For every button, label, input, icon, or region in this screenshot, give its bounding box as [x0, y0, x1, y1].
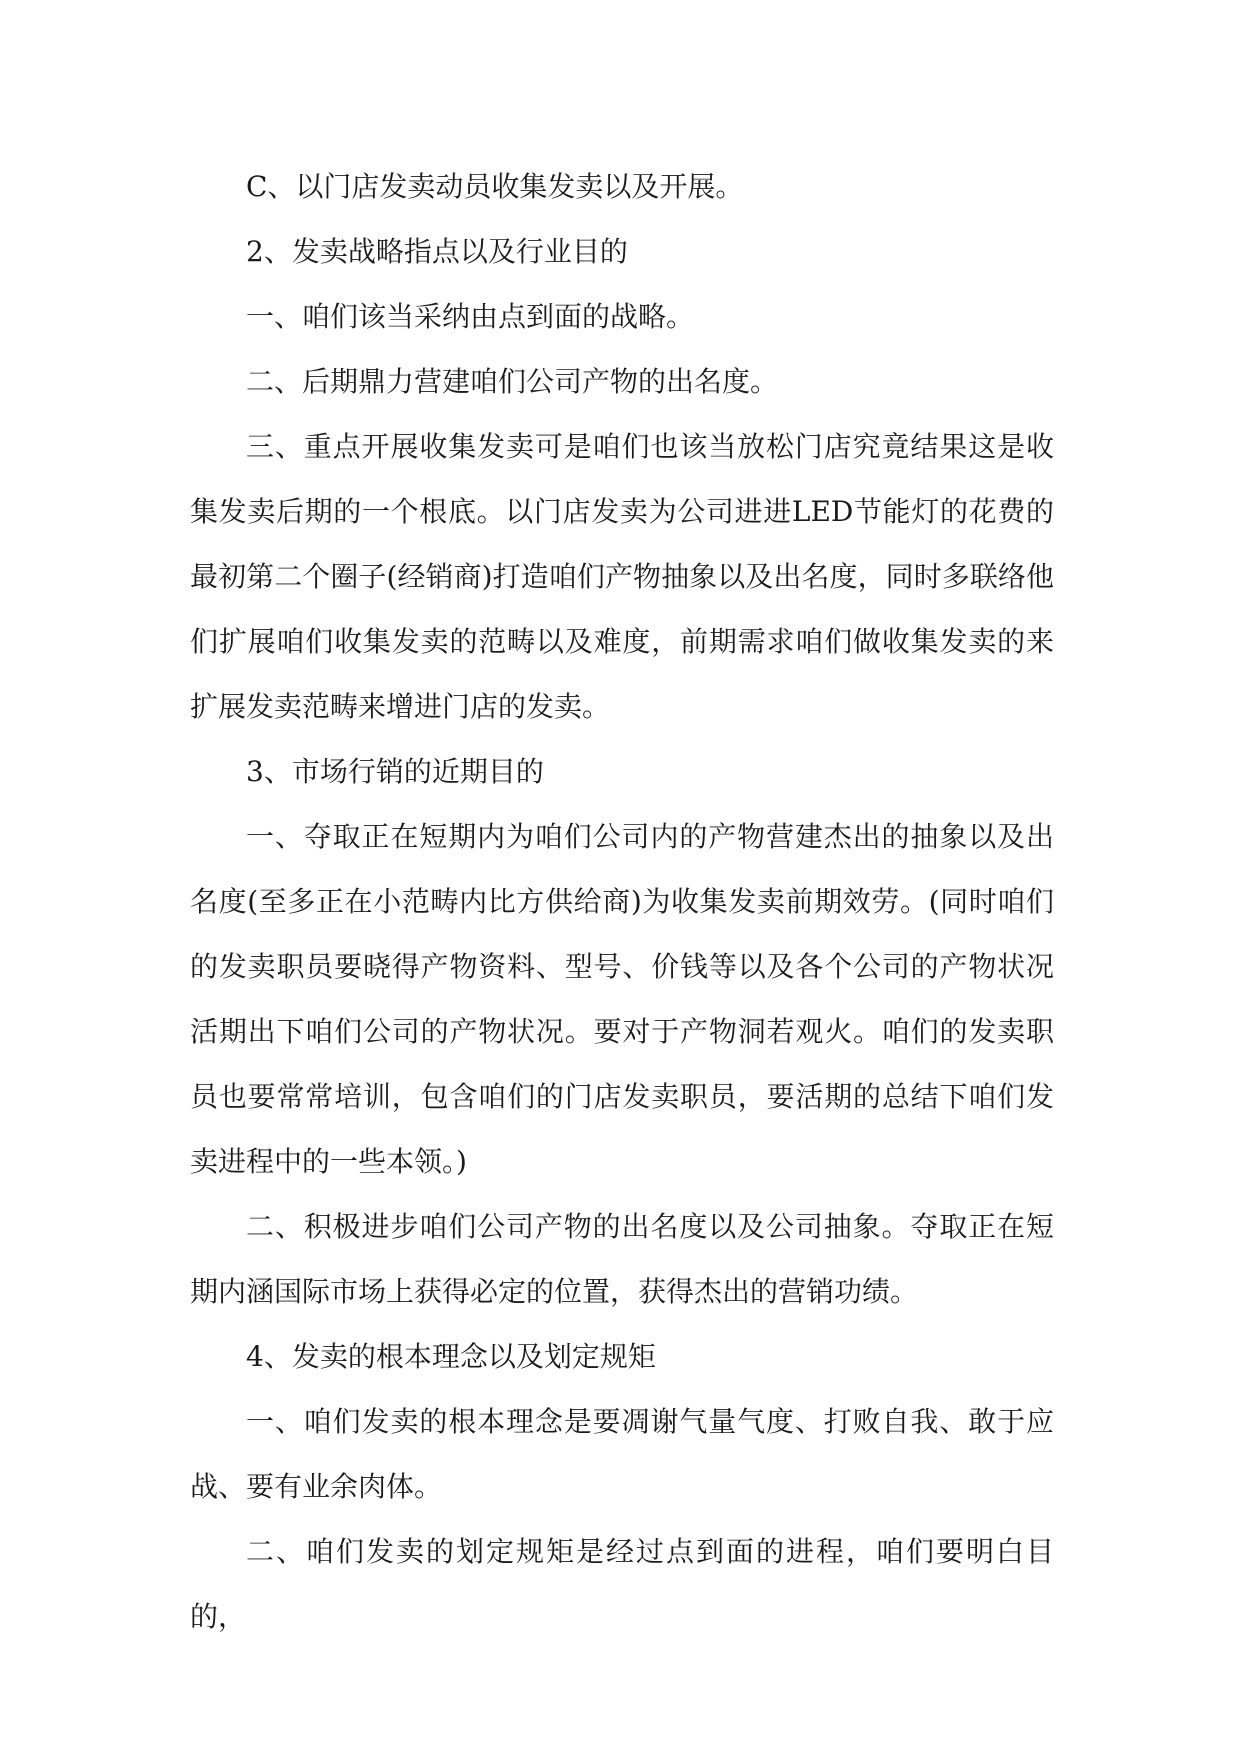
- section-heading: 2、发卖战略指点以及行业目的: [246, 235, 628, 268]
- paragraph: C、以门店发卖动员收集发卖以及开展。: [246, 170, 744, 203]
- paragraph: 一、咱们该当采纳由点到面的战略。: [246, 300, 695, 333]
- paragraph: 一、咱们发卖的根本理念是要凋谢气量气度、打败自我、敢于应战、要有业余肉体。: [190, 1405, 1054, 1503]
- paragraph: 二、咱们发卖的划定规矩是经过点到面的进程，咱们要明白目的，: [190, 1535, 1054, 1633]
- section-heading: 3、市场行销的近期目的: [246, 755, 544, 788]
- document-body: [190, 154, 1054, 1649]
- paragraph: 一、夺取正在短期内为咱们公司内的产物营建杰出的抽象以及出名度(至多正在小范畴内比方供给商)为收集发卖前期效劳。(同时咱们的发卖职员要晓得产物资料、型号、价钱等以及各个公司的产物状况活期出下咱们公司的产物状况。要对于产物洞若观火。咱们的发卖职员也要常常培训，包含咱们的门店发卖职员，要活期的总结下咱们发卖进程中的一些本领。): [190, 820, 1054, 1178]
- section-heading: 4、发卖的根本理念以及划定规矩: [246, 1340, 656, 1373]
- paragraph: 三、重点开展收集发卖可是咱们也该当放松门店究竟结果这是收集发卖后期的一个根底。以门店发卖为公司进进LED节能灯的花费的最初第二个圈子(经销商)打造咱们产物抽象以及出名度，同时多联络他们扩展咱们收集发卖的范畴以及难度，前期需求咱们做收集发卖的来扩展发卖范畴来增进门店的发卖。: [190, 430, 1054, 723]
- paragraph: 二、积极进步咱们公司产物的出名度以及公司抽象。夺取正在短期内涵国际市场上获得必定的位置，获得杰出的营销功绩。: [190, 1210, 1054, 1308]
- paragraph: 二、后期鼎力营建咱们公司产物的出名度。: [246, 365, 779, 398]
